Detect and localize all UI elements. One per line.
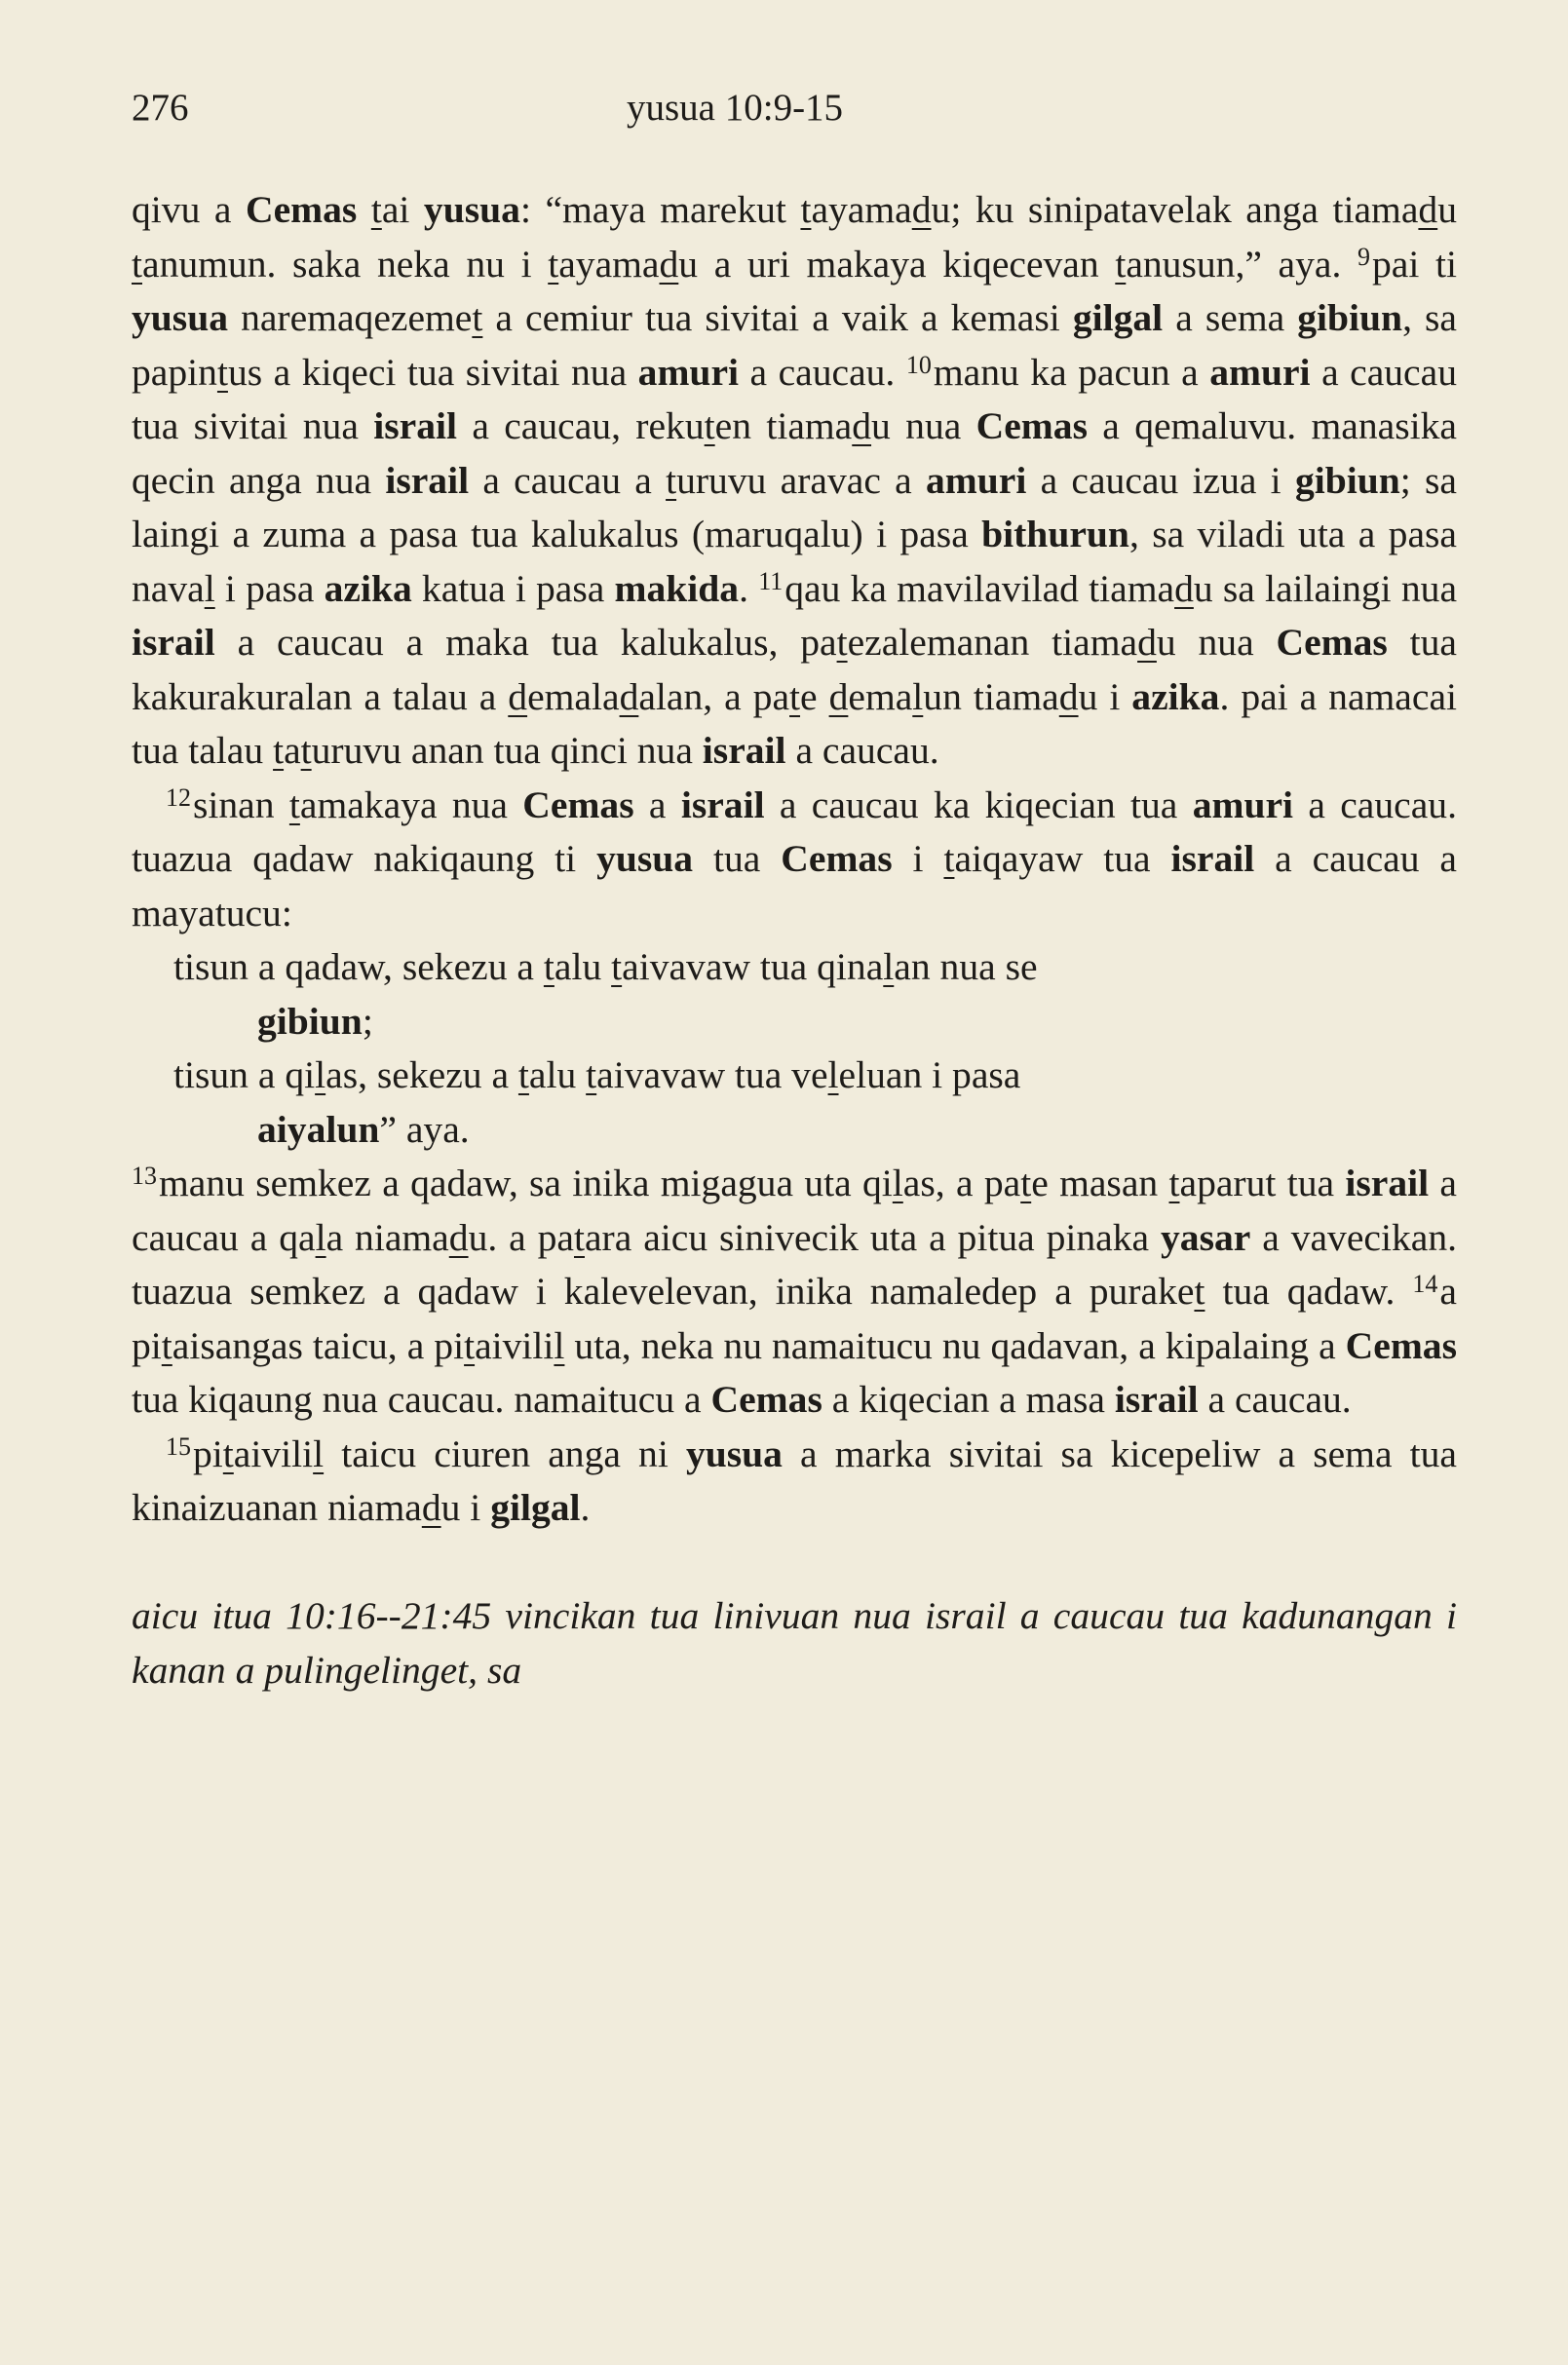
paragraph-verse-15: $^{15}$pitaivilil taicu ciuren anga ni yusua a marka sivitai sa kicepeliw a sema tua kinaizuanan niamadu i gilgal. (132, 1431, 1457, 1529)
cross-reference-note: aicu itua 10:16--21:45 vincikan tua linivuan nua israil a caucau tua kadunangan i kanan a pulingelinget, sa (132, 1594, 1457, 1692)
poem-line: gibiun; (257, 999, 373, 1043)
page-number: 276 (132, 87, 189, 129)
verse-number: 15 (166, 1431, 191, 1461)
poem-line: tisun a qadaw, sekezu a talu taivavaw tua qinalan nua se (173, 945, 1038, 988)
paragraph-verse-8-10: qivu a Cemas tai yusua: “maya marekut tayamadu; ku sinipatavelak anga tiamadu tanumun. saka neka nu i tayamadu a uri makaya kiqecevan tanusun,” aya. $^9$pai ti yusua naremaqezemet a cemiur tua sivitai a vaik a kemasi gilgal a sema gibiun, sa papintus a kiqeci tua sivitai nua amuri a caucau. $^{10}$manu ka pacun a amuri a caucau tua sivitai nua israil a caucau, rekuten tiamadu nua Cemas a qemaluvu. manasika qecin anga nua israil a caucau a turuvu aravac a amuri a caucau izua i gibiun; sa laingi a zuma a pasa tua kalukalus (maruqalu) i pasa bithurun, sa viladi uta a pasa naval i pasa azika katua i pasa makida. $^{11}$qau ka mavilavilad tiamadu sa lailaingi nua israil a caucau a maka tua kalukalus, patezalemanan tiamadu nua Cemas tua kakurakuralan a talau a demaladalan, a pate demalun tiamadu i azika. pai a namacai tua talau taturuvu anan tua qinci nua israil a caucau. (132, 188, 1458, 772)
page-body (132, 183, 1457, 1697)
page-header (132, 86, 1457, 144)
verse-number: 10 (905, 350, 932, 379)
verse-number: 13 (132, 1162, 157, 1190)
verse-number: 11 (758, 566, 784, 595)
paragraph-verse-13-14: $^{13}$manu semkez a qadaw, sa inika migagua uta qilas, a pate masan taparut tua israil a caucau a qala niamadu. a patara aicu sinivecik uta a pitua pinaka yasar a vavecikan. tuazua semkez a qadaw i kalevelevan, inika namaledep a puraket tua qadaw. $^{14}$a pitaisangas taicu, a pitaivilil uta, neka nu namaitucu nu qadavan, a kipalaing a Cemas tua kiqaung nua caucau. namaitucu a Cemas a kiqecian a masa israil a caucau. (132, 1162, 1458, 1421)
poem-block (173, 940, 1457, 1157)
poem-line: tisun a qilas, sekezu a talu taivavaw tua veleluan i pasa (173, 1053, 1021, 1096)
poem-line: aiyalun” aya. (257, 1107, 470, 1151)
verse-number: 9 (1358, 242, 1370, 271)
verse-number: 14 (1412, 1270, 1438, 1298)
verse-number: 12 (166, 782, 191, 812)
paragraph-verse-12: $^{12}$sinan tamakaya nua Cemas a israil a caucau ka kiqecian tua amuri a caucau. tuazua qadaw nakiqaung ti yusua tua Cemas i taiqayaw tua israil a caucau a mayatucu: (132, 782, 1457, 935)
running-title: yusua 10:9-15 (627, 87, 844, 129)
